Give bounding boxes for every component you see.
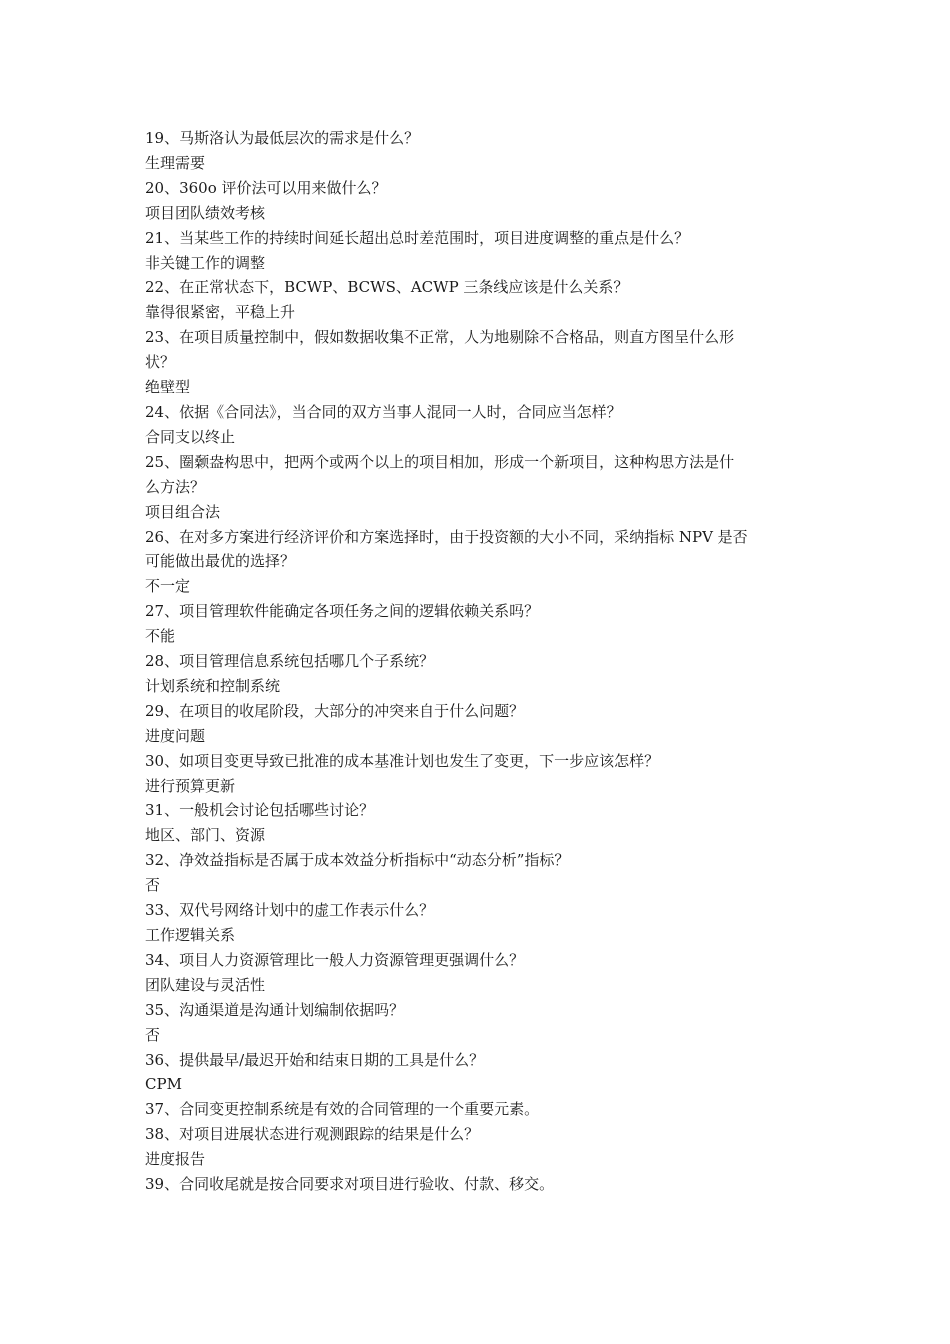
question-line: 19、马斯洛认为最低层次的需求是什么？: [145, 129, 420, 147]
answer-line: 项目组合法: [145, 502, 221, 521]
answer-line: 非关键工作的调整: [145, 253, 266, 272]
question-line: 28、项目管理信息系统包括哪几个子系统？: [145, 652, 435, 671]
answer-line: 工作逻辑关系: [145, 926, 236, 944]
answer-line: 绝壁型: [145, 378, 191, 397]
answer-line: 不能: [145, 627, 176, 646]
answer-line: 靠得很紧密，平稳上升: [145, 303, 296, 322]
qa-text-block: [145, 126, 810, 1197]
question-line-continued: 么方法？: [145, 477, 206, 496]
question-line: 20、360o 评价法可以用来做什么？: [145, 178, 387, 197]
question-line: 30、如项目变更导致已批准的成本基准计划也发生了变更，下一步应该怎样？: [145, 751, 660, 770]
question-line: 34、项目人力资源管理比一般人力资源管理更强调什么？: [145, 950, 525, 969]
answer-line: CPM: [145, 1075, 182, 1094]
question-line: 32、净效益指标是否属于成本效益分析指标中“动态分析”指标？: [145, 851, 570, 870]
question-line: 35、沟通渠道是沟通计划编制依据吗？: [145, 1000, 405, 1019]
question-line: 21、当某些工作的持续时间延长超出总时差范围时，项目进度调整的重点是什么？: [145, 228, 690, 247]
answer-line: 否: [145, 1025, 161, 1044]
answer-line: 团队建设与灵活性: [145, 975, 266, 994]
answer-line: 合同支以终止: [145, 427, 236, 446]
answer-line: 生理需要: [145, 153, 206, 172]
answer-line: 进度问题: [145, 726, 206, 745]
answer-line: 不一定: [145, 577, 191, 596]
question-line: 25、圈颡盎构思中，把两个或两个以上的项目相加，形成一个新项目，这种构思方法是什: [145, 452, 735, 471]
question-line: 33、双代号网络计划中的虚工作表示什么？: [145, 901, 435, 920]
statement-line: 39、合同收尾就是按合同要求对项目进行验收、付款、移交。: [145, 1175, 555, 1194]
answer-line: 地区、部门、资源: [145, 826, 266, 845]
question-line: 27、项目管理软件能确定各项任务之间的逻辑依赖关系吗？: [145, 602, 540, 621]
question-line: 29、在项目的收尾阶段，大部分的冲突来自于什么问题？: [145, 701, 525, 720]
question-line: 38、对项目进展状态进行观测跟踪的结果是什么？: [145, 1125, 480, 1144]
question-line: 24、依据《合同法》，当合同的双方当事人混同一人时，合同应当怎样？: [145, 402, 622, 421]
question-line: 31、一般机会讨论包括哪些讨论？: [145, 801, 375, 820]
question-line: 36、提供最早/最迟开始和结束日期的工具是什么？: [145, 1050, 485, 1069]
answer-line: 进度报告: [145, 1150, 206, 1169]
question-line-continued: 可能做出最优的选择？: [145, 552, 296, 571]
answer-line: 进行预算更新: [145, 776, 236, 795]
statement-line: 37、合同变更控制系统是有效的合同管理的一个重要元素。: [145, 1100, 540, 1119]
question-line: 23、在项目质量控制中，假如数据收集不正常，人为地剔除不合格品，则直方图呈什么形: [145, 328, 735, 347]
answer-line: 项目团队绩效考核: [145, 203, 266, 222]
question-line-continued: 状？: [145, 353, 176, 372]
answer-line: 计划系统和控制系统: [145, 676, 281, 695]
question-line: 26、在对多方案进行经济评价和方案选择时，由于投资额的大小不同，采纳指标 NPV 是否: [145, 527, 748, 546]
question-line: 22、在正常状态下，BCWP、BCWS、ACWP 三条线应该是什么关系？: [145, 278, 629, 297]
answer-line: 否: [145, 876, 161, 895]
